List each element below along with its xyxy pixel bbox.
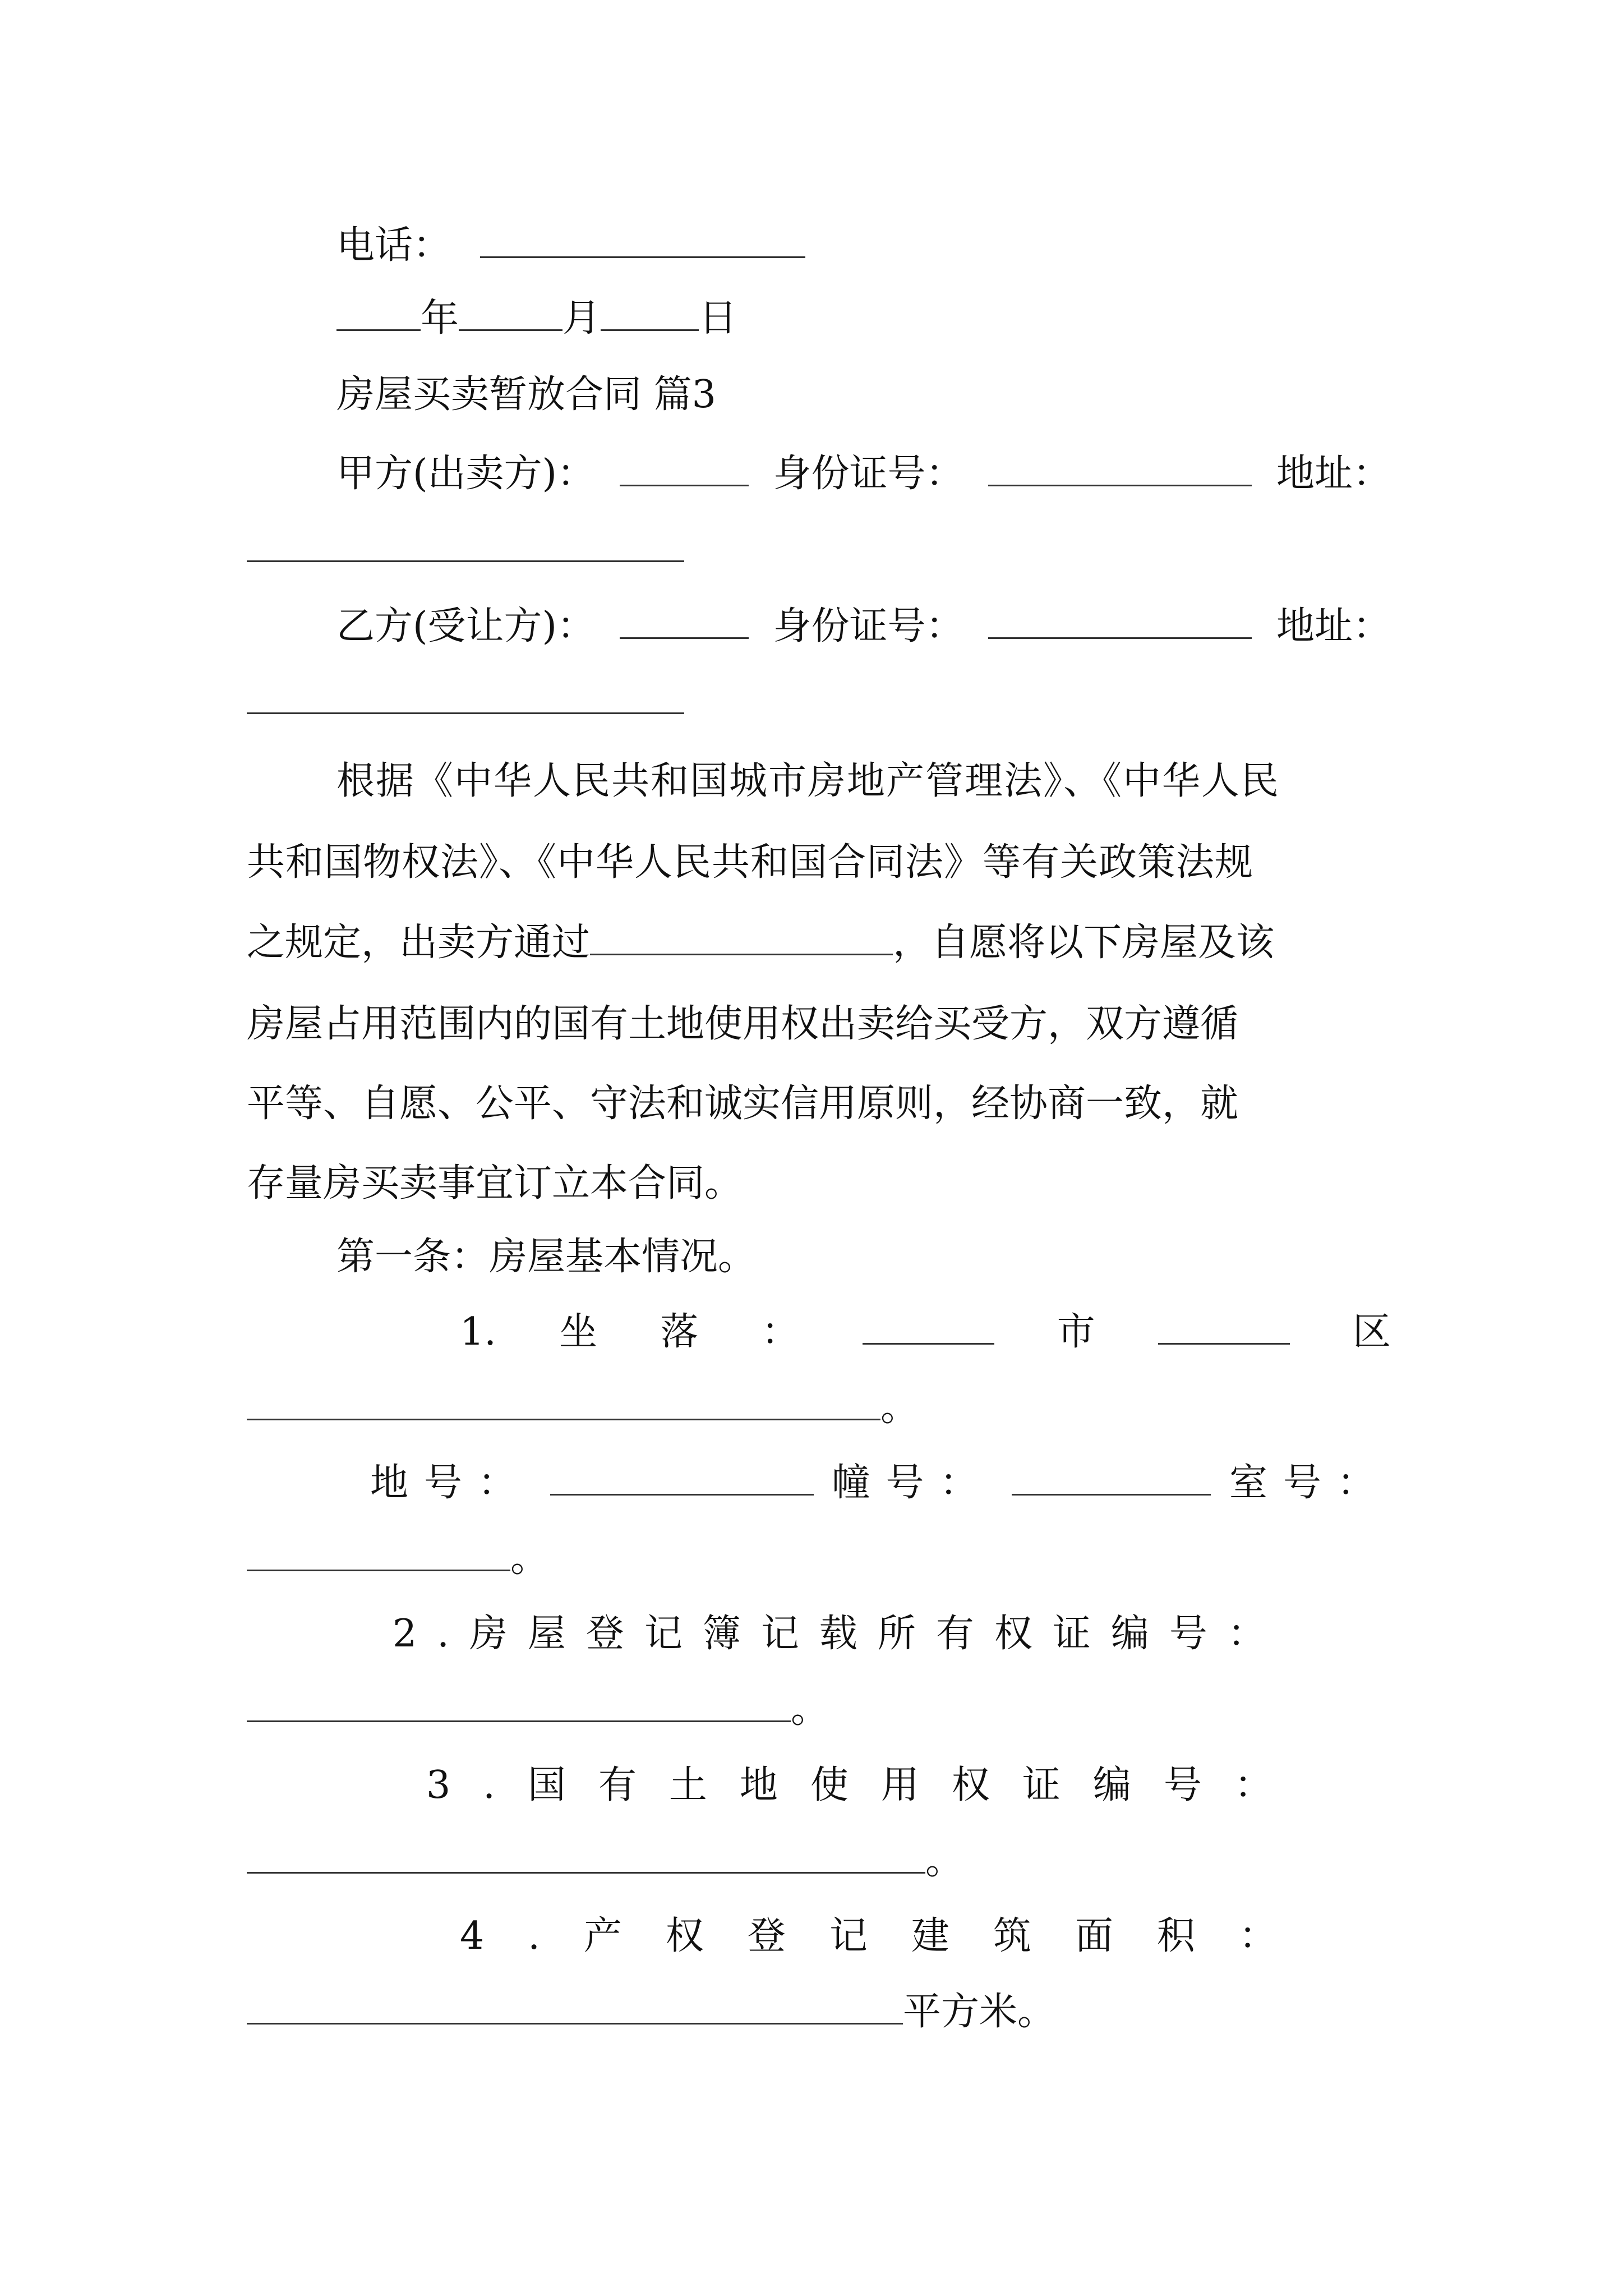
party-b-line [336, 600, 1391, 654]
area-blank [247, 1989, 903, 2024]
lot-line [370, 1456, 1391, 1510]
item-3-end: 。 [925, 1839, 964, 1883]
article-1-title: 第一条：房屋基本情况。 [336, 1235, 757, 1279]
item-1-address-line [247, 1381, 919, 1435]
district-label: 区 [1352, 1310, 1391, 1354]
party-a-id-blank [988, 451, 1252, 486]
item-2-end: 。 [791, 1687, 829, 1732]
year-blank [336, 296, 421, 331]
phone-blank [480, 223, 805, 258]
party-a-label: 甲方(出卖方)： [336, 452, 596, 496]
means-blank [590, 920, 893, 955]
item-1-colon: ： [761, 1310, 800, 1354]
paragraph-line-6: 存量房买卖事宜订立本合同。 [247, 1161, 743, 1205]
building-blank [1012, 1460, 1211, 1496]
party-a-address-blank [247, 527, 684, 562]
city-blank [863, 1309, 994, 1345]
land-cert-blank [247, 1838, 925, 1874]
party-a-name-blank [620, 451, 749, 486]
paragraph-line-2: 共和国物权法》、《中华人民共和国合同法》等有关政策法规 [247, 840, 1254, 885]
party-b-address-label: 地址： [1276, 604, 1391, 648]
phone-line [336, 219, 805, 273]
month-blank [459, 296, 562, 331]
lot-end: 。 [510, 1536, 549, 1581]
paragraph-line-3-before: 之规定，出卖方通过 [247, 921, 591, 965]
date-line [336, 292, 737, 346]
item-1-line [460, 1305, 1391, 1359]
room-blank [247, 1536, 510, 1571]
lot-blank [550, 1460, 814, 1496]
item-1-number: 1. [460, 1310, 496, 1354]
day-label: 日 [699, 296, 737, 341]
location-blank [247, 1385, 880, 1420]
item-3-blank-line [247, 1834, 963, 1888]
item-2-blank-line [247, 1683, 829, 1737]
party-a-address-line [247, 523, 684, 577]
party-a-id-label: 身份证号： [773, 452, 964, 496]
item-2-label: 2.房屋登记簿记载所有权证编号： [393, 1612, 1286, 1656]
paragraph-line-3 [247, 916, 1274, 970]
item-3-label: 3.国有土地使用权证编号： [426, 1763, 1305, 1807]
room-label: 室号： [1229, 1461, 1391, 1505]
room-line [247, 1532, 548, 1586]
party-b-address-blank [247, 679, 684, 714]
district-blank [1158, 1309, 1290, 1345]
section-heading: 房屋买卖暂放合同 篇3 [336, 372, 716, 417]
paragraph-line-1: 根据《中华人民共和国城市房地产管理法》、《中华人民 [336, 759, 1280, 803]
party-a-line [336, 447, 1391, 501]
phone-label: 电话： [336, 223, 451, 268]
paragraph-line-5: 平等、自愿、公平、守法和诚实信用原则，经协商一致，就 [247, 1082, 1239, 1126]
party-b-label: 乙方(受让方)： [336, 604, 596, 648]
party-a-address-label: 地址： [1276, 452, 1391, 496]
party-b-address-line [247, 675, 684, 729]
day-blank [601, 296, 699, 331]
party-b-id-label: 身份证号： [773, 604, 964, 648]
building-label: 幢号： [832, 1461, 994, 1505]
item-1-end: 。 [880, 1386, 919, 1430]
item-4-label: 4.产权登记建筑面积： [460, 1914, 1321, 1958]
ownership-cert-blank [247, 1687, 791, 1722]
lot-label: 地号： [370, 1461, 532, 1505]
item-1-char-2: 落 [660, 1310, 699, 1354]
month-label: 月 [562, 296, 601, 341]
party-b-name-blank [620, 604, 749, 639]
area-unit: 平方米。 [903, 1990, 1056, 2034]
paragraph-line-4: 房屋占用范围内的国有土地使用权出卖给买受方，双方遵循 [247, 1002, 1239, 1046]
year-label: 年 [421, 296, 459, 341]
item-1-char-1: 坐 [559, 1310, 598, 1354]
paragraph-line-3-after: ，自愿将以下房屋及该 [893, 921, 1275, 965]
party-b-id-blank [988, 604, 1252, 639]
city-label: 市 [1057, 1310, 1095, 1354]
item-4-blank-line [247, 1985, 1055, 2039]
